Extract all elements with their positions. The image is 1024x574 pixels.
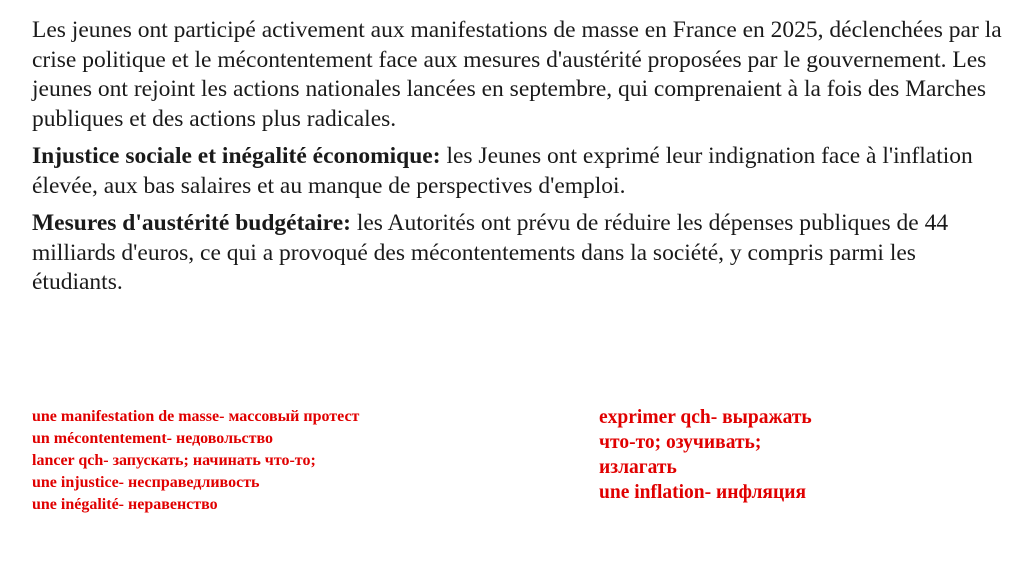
vocabulary-item: что-то; озучивать;: [599, 432, 762, 453]
paragraph-intro-text: Les jeunes ont participé activement aux manifestations de masse en France en 2025, déclenchées par la crise politique et le mécontentement face aux mesures d'austérité proposées par le gouvernement. Les jeunes ont rejoint les actions nationales lancées en septembre, qui comprenaient à la fois des Marches publiques et des actions plus radicales.: [32, 17, 1002, 132]
paragraph-social-injustice: [32, 142, 1007, 201]
vocabulary-list-right: [599, 405, 999, 505]
vocabulary-item: une inégalité- неравенство: [32, 496, 218, 513]
vocabulary-item: излагать: [599, 457, 677, 478]
vocabulary-list-left: [32, 406, 552, 516]
vocabulary-item: un mécontentement- недовольство: [32, 430, 274, 447]
paragraph-austerity-text: les Autorités ont prévu de réduire les dépenses publiques de 44 milliards d'euros, ce qui a provoqué des mécontentements dans la société, y compris parmi les étudiants.: [32, 210, 949, 295]
vocabulary-item: exprimer qch- выражать: [599, 407, 812, 428]
paragraph-social-injustice-lead: Injustice sociale et inégalité économique:: [32, 143, 441, 169]
paragraph-austerity-lead: Mesures d'austérité budgétaire:: [32, 210, 351, 236]
vocabulary-item: lancer qch- запускать; начинать что-то;: [32, 452, 316, 469]
vocabulary-item: une inflation- инфляция: [599, 482, 807, 503]
vocabulary-item: une manifestation de masse- массовый протест: [32, 408, 360, 425]
paragraph-intro: [32, 16, 1007, 134]
paragraph-social-injustice-text: les Jeunes ont exprimé leur indignation face à l'inflation élevée, aux bas salaires et au manque de perspectives d'emploi.: [32, 143, 973, 199]
vocabulary-item: une injustice- несправедливость: [32, 474, 260, 491]
slide-body: [32, 16, 1007, 306]
paragraph-austerity: [32, 209, 1007, 298]
